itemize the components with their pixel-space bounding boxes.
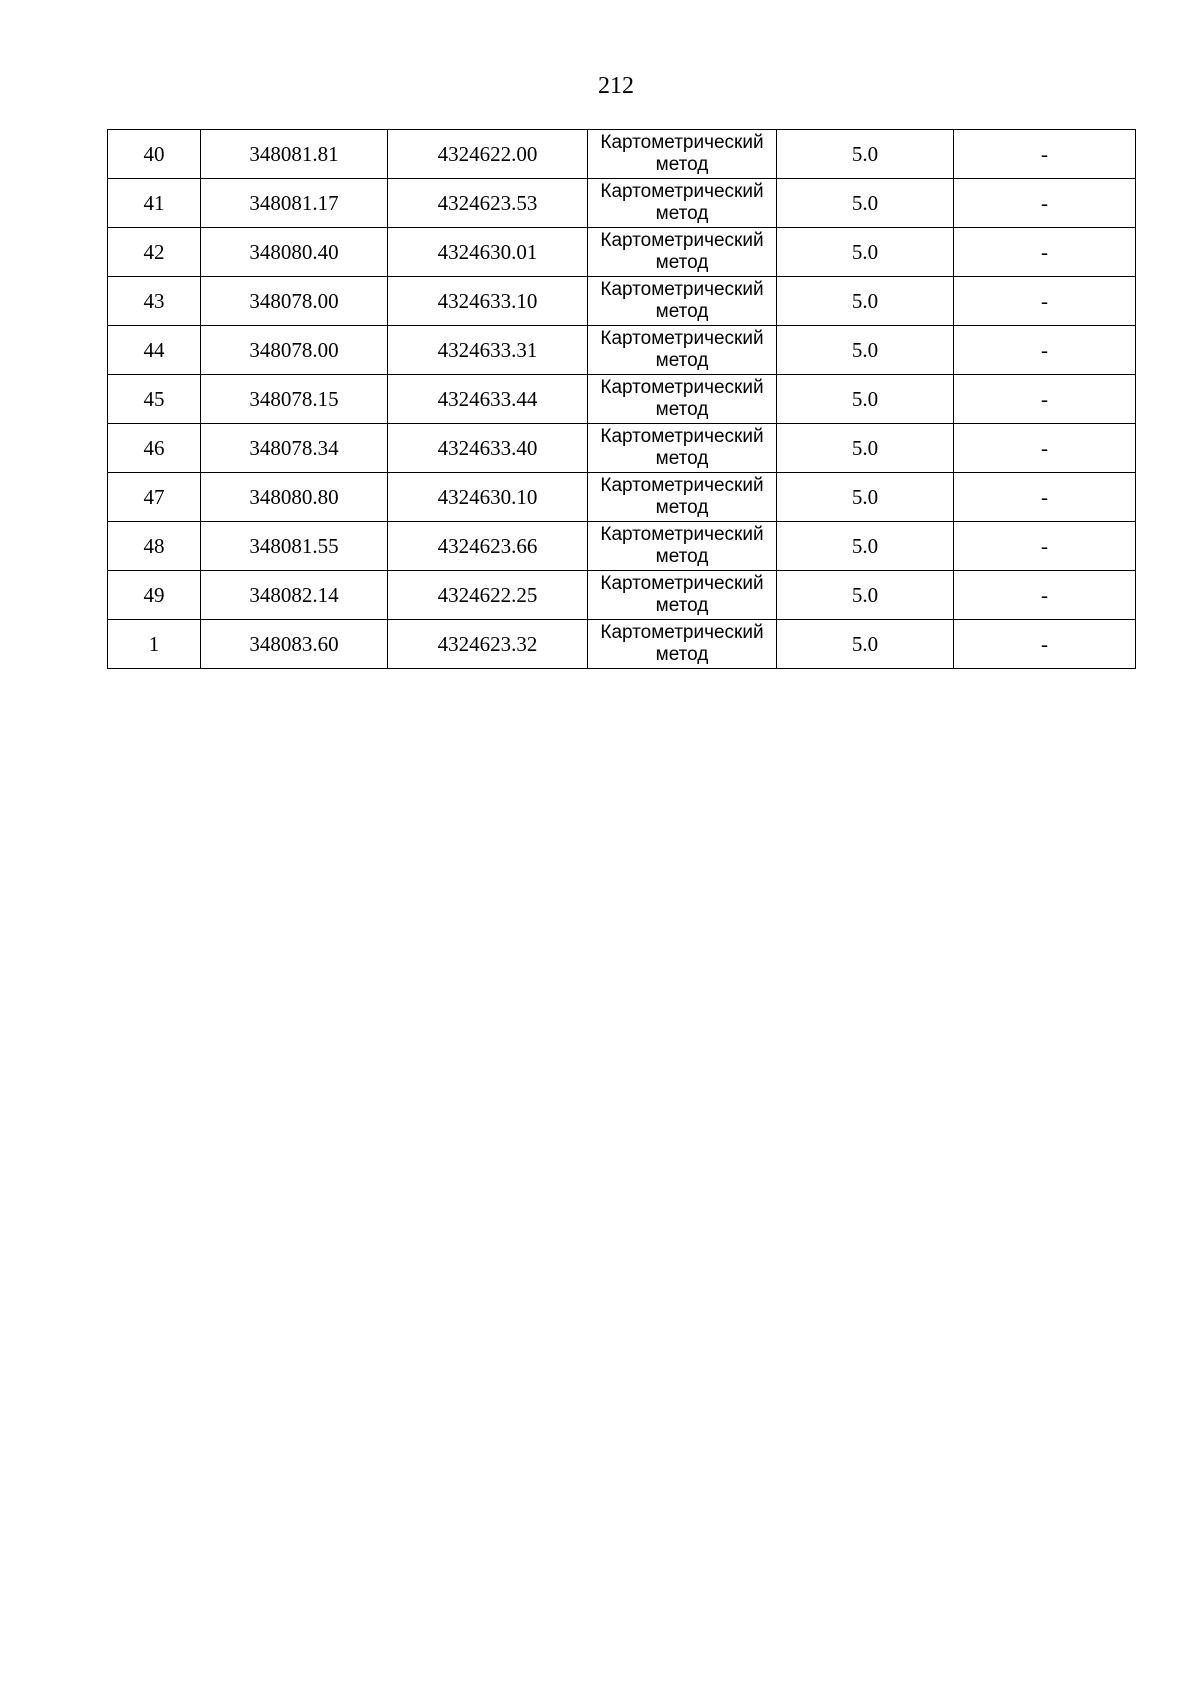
method-line-1: Картометрический <box>600 132 764 153</box>
method-cell <box>588 375 777 424</box>
method-line-2: метод <box>655 546 709 567</box>
method-cell <box>588 620 777 669</box>
coordinates-table-body <box>108 130 1136 669</box>
table-row <box>108 424 1136 473</box>
point-number-cell: 44 <box>108 326 201 375</box>
method-cell <box>588 277 777 326</box>
point-number-cell: 45 <box>108 375 201 424</box>
y-coordinate-cell: 4324633.44 <box>388 375 588 424</box>
y-coordinate-cell: 4324623.66 <box>388 522 588 571</box>
y-coordinate-cell: 4324623.53 <box>388 179 588 228</box>
accuracy-cell: 5.0 <box>777 424 954 473</box>
method-cell <box>588 424 777 473</box>
table-row <box>108 522 1136 571</box>
x-coordinate-cell: 348078.15 <box>201 375 388 424</box>
method-cell <box>588 522 777 571</box>
note-cell: - <box>954 620 1136 669</box>
method-cell <box>588 326 777 375</box>
point-number-cell: 42 <box>108 228 201 277</box>
coordinates-table <box>107 129 1136 669</box>
x-coordinate-cell: 348081.17 <box>201 179 388 228</box>
accuracy-cell: 5.0 <box>777 326 954 375</box>
accuracy-cell: 5.0 <box>777 571 954 620</box>
y-coordinate-cell: 4324630.01 <box>388 228 588 277</box>
y-coordinate-cell: 4324630.10 <box>388 473 588 522</box>
point-number-cell: 49 <box>108 571 201 620</box>
table-row <box>108 473 1136 522</box>
accuracy-cell: 5.0 <box>777 375 954 424</box>
method-line-2: метод <box>655 497 709 518</box>
note-cell: - <box>954 522 1136 571</box>
method-line-1: Картометрический <box>600 573 764 594</box>
point-number-cell: 47 <box>108 473 201 522</box>
method-line-1: Картометрический <box>600 377 764 398</box>
method-line-1: Картометрический <box>600 524 764 545</box>
note-cell: - <box>954 228 1136 277</box>
table-row <box>108 326 1136 375</box>
method-line-1: Картометрический <box>600 622 764 643</box>
method-line-1: Картометрический <box>600 181 764 202</box>
method-cell <box>588 228 777 277</box>
x-coordinate-cell: 348082.14 <box>201 571 388 620</box>
accuracy-cell: 5.0 <box>777 228 954 277</box>
note-cell: - <box>954 424 1136 473</box>
y-coordinate-cell: 4324622.25 <box>388 571 588 620</box>
point-number-cell: 1 <box>108 620 201 669</box>
method-line-2: метод <box>655 448 709 469</box>
accuracy-cell: 5.0 <box>777 179 954 228</box>
method-line-2: метод <box>655 203 709 224</box>
x-coordinate-cell: 348078.34 <box>201 424 388 473</box>
table-row <box>108 228 1136 277</box>
accuracy-cell: 5.0 <box>777 473 954 522</box>
accuracy-cell: 5.0 <box>777 277 954 326</box>
note-cell: - <box>954 571 1136 620</box>
page-number: 212 <box>598 73 634 99</box>
point-number-cell: 43 <box>108 277 201 326</box>
method-line-1: Картометрический <box>600 279 764 300</box>
method-line-2: метод <box>655 252 709 273</box>
method-line-2: метод <box>655 595 709 616</box>
x-coordinate-cell: 348083.60 <box>201 620 388 669</box>
note-cell: - <box>954 277 1136 326</box>
y-coordinate-cell: 4324633.10 <box>388 277 588 326</box>
accuracy-cell: 5.0 <box>777 522 954 571</box>
note-cell: - <box>954 326 1136 375</box>
y-coordinate-cell: 4324633.31 <box>388 326 588 375</box>
y-coordinate-cell: 4324623.32 <box>388 620 588 669</box>
method-line-1: Картометрический <box>600 230 764 251</box>
table-row <box>108 571 1136 620</box>
method-cell <box>588 571 777 620</box>
table-row <box>108 620 1136 669</box>
point-number-cell: 46 <box>108 424 201 473</box>
point-number-cell: 41 <box>108 179 201 228</box>
table-row <box>108 130 1136 179</box>
table-row <box>108 179 1136 228</box>
x-coordinate-cell: 348081.55 <box>201 522 388 571</box>
note-cell: - <box>954 375 1136 424</box>
note-cell: - <box>954 130 1136 179</box>
point-number-cell: 48 <box>108 522 201 571</box>
x-coordinate-cell: 348078.00 <box>201 277 388 326</box>
method-cell <box>588 179 777 228</box>
method-line-2: метод <box>655 644 709 665</box>
method-line-2: метод <box>655 301 709 322</box>
x-coordinate-cell: 348080.80 <box>201 473 388 522</box>
method-line-2: метод <box>655 399 709 420</box>
y-coordinate-cell: 4324633.40 <box>388 424 588 473</box>
method-cell <box>588 130 777 179</box>
y-coordinate-cell: 4324622.00 <box>388 130 588 179</box>
table-row <box>108 277 1136 326</box>
x-coordinate-cell: 348081.81 <box>201 130 388 179</box>
note-cell: - <box>954 473 1136 522</box>
accuracy-cell: 5.0 <box>777 620 954 669</box>
method-cell <box>588 473 777 522</box>
note-cell: - <box>954 179 1136 228</box>
method-line-1: Картометрический <box>600 328 764 349</box>
method-line-2: метод <box>655 154 709 175</box>
method-line-1: Картометрический <box>600 475 764 496</box>
method-line-1: Картометрический <box>600 426 764 447</box>
x-coordinate-cell: 348080.40 <box>201 228 388 277</box>
point-number-cell: 40 <box>108 130 201 179</box>
x-coordinate-cell: 348078.00 <box>201 326 388 375</box>
accuracy-cell: 5.0 <box>777 130 954 179</box>
table-row <box>108 375 1136 424</box>
method-line-2: метод <box>655 350 709 371</box>
